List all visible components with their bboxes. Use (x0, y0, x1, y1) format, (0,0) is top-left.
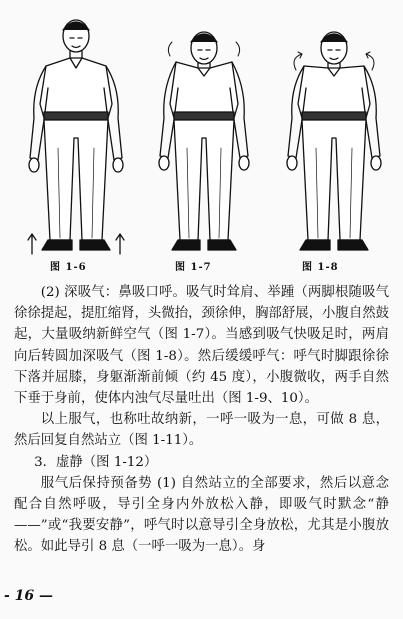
figure-captions (0, 258, 403, 276)
page-number: - 16 — (4, 588, 54, 604)
figure-caption: 图 1-6 (50, 262, 87, 273)
paragraph: 以上服气，也称吐故纳新，一呼一吸为一息，可做 8 息，然后回复自然站立（图 1-11）。 (14, 412, 389, 449)
section-heading: 3．虚静（图 1-12） (34, 454, 158, 470)
figure-illustration (140, 8, 268, 260)
standing-man-illustration (140, 8, 268, 260)
paragraph: (2) 深吸气：鼻吸口呼。吸气时耸肩、举踵（两脚根随吸气徐徐提起，提肛缩肾，头微抬，颈徐伸，胸部舒展，小腹自然鼓起，大量吸纳新鲜空气（图 1-7）。当感到吸气快吸足时，两肩向后转圆加深吸气（图 1-8）。然后缓缓呼气：呼气时脚跟徐徐下落并屈膝，身躯渐渐前倾（约 45 度），小腹微收，两手自然下垂于身前，使体内浊气尽量吐出（图 1-9、10）。 (14, 285, 389, 407)
figure-illustration (10, 8, 142, 260)
body-text (14, 282, 389, 558)
standing-man-illustration (268, 8, 400, 260)
figure-caption: 图 1-7 (175, 262, 212, 273)
standing-man-illustration (10, 8, 142, 260)
illustration-row (10, 8, 400, 260)
paragraph: 服气后保持预备势 (1) 自然站立的全部要求，然后以意念配合自然呼吸，导引全身内外放松入静，即吸气时默念“静——”或“我要安静”，呼气时以意导引全身放松，尤其是小腹放松。如此导引 8 息（一呼一吸为一息）。身 (14, 475, 389, 555)
figure-illustration (268, 8, 400, 260)
figure-caption: 图 1-8 (302, 262, 339, 273)
